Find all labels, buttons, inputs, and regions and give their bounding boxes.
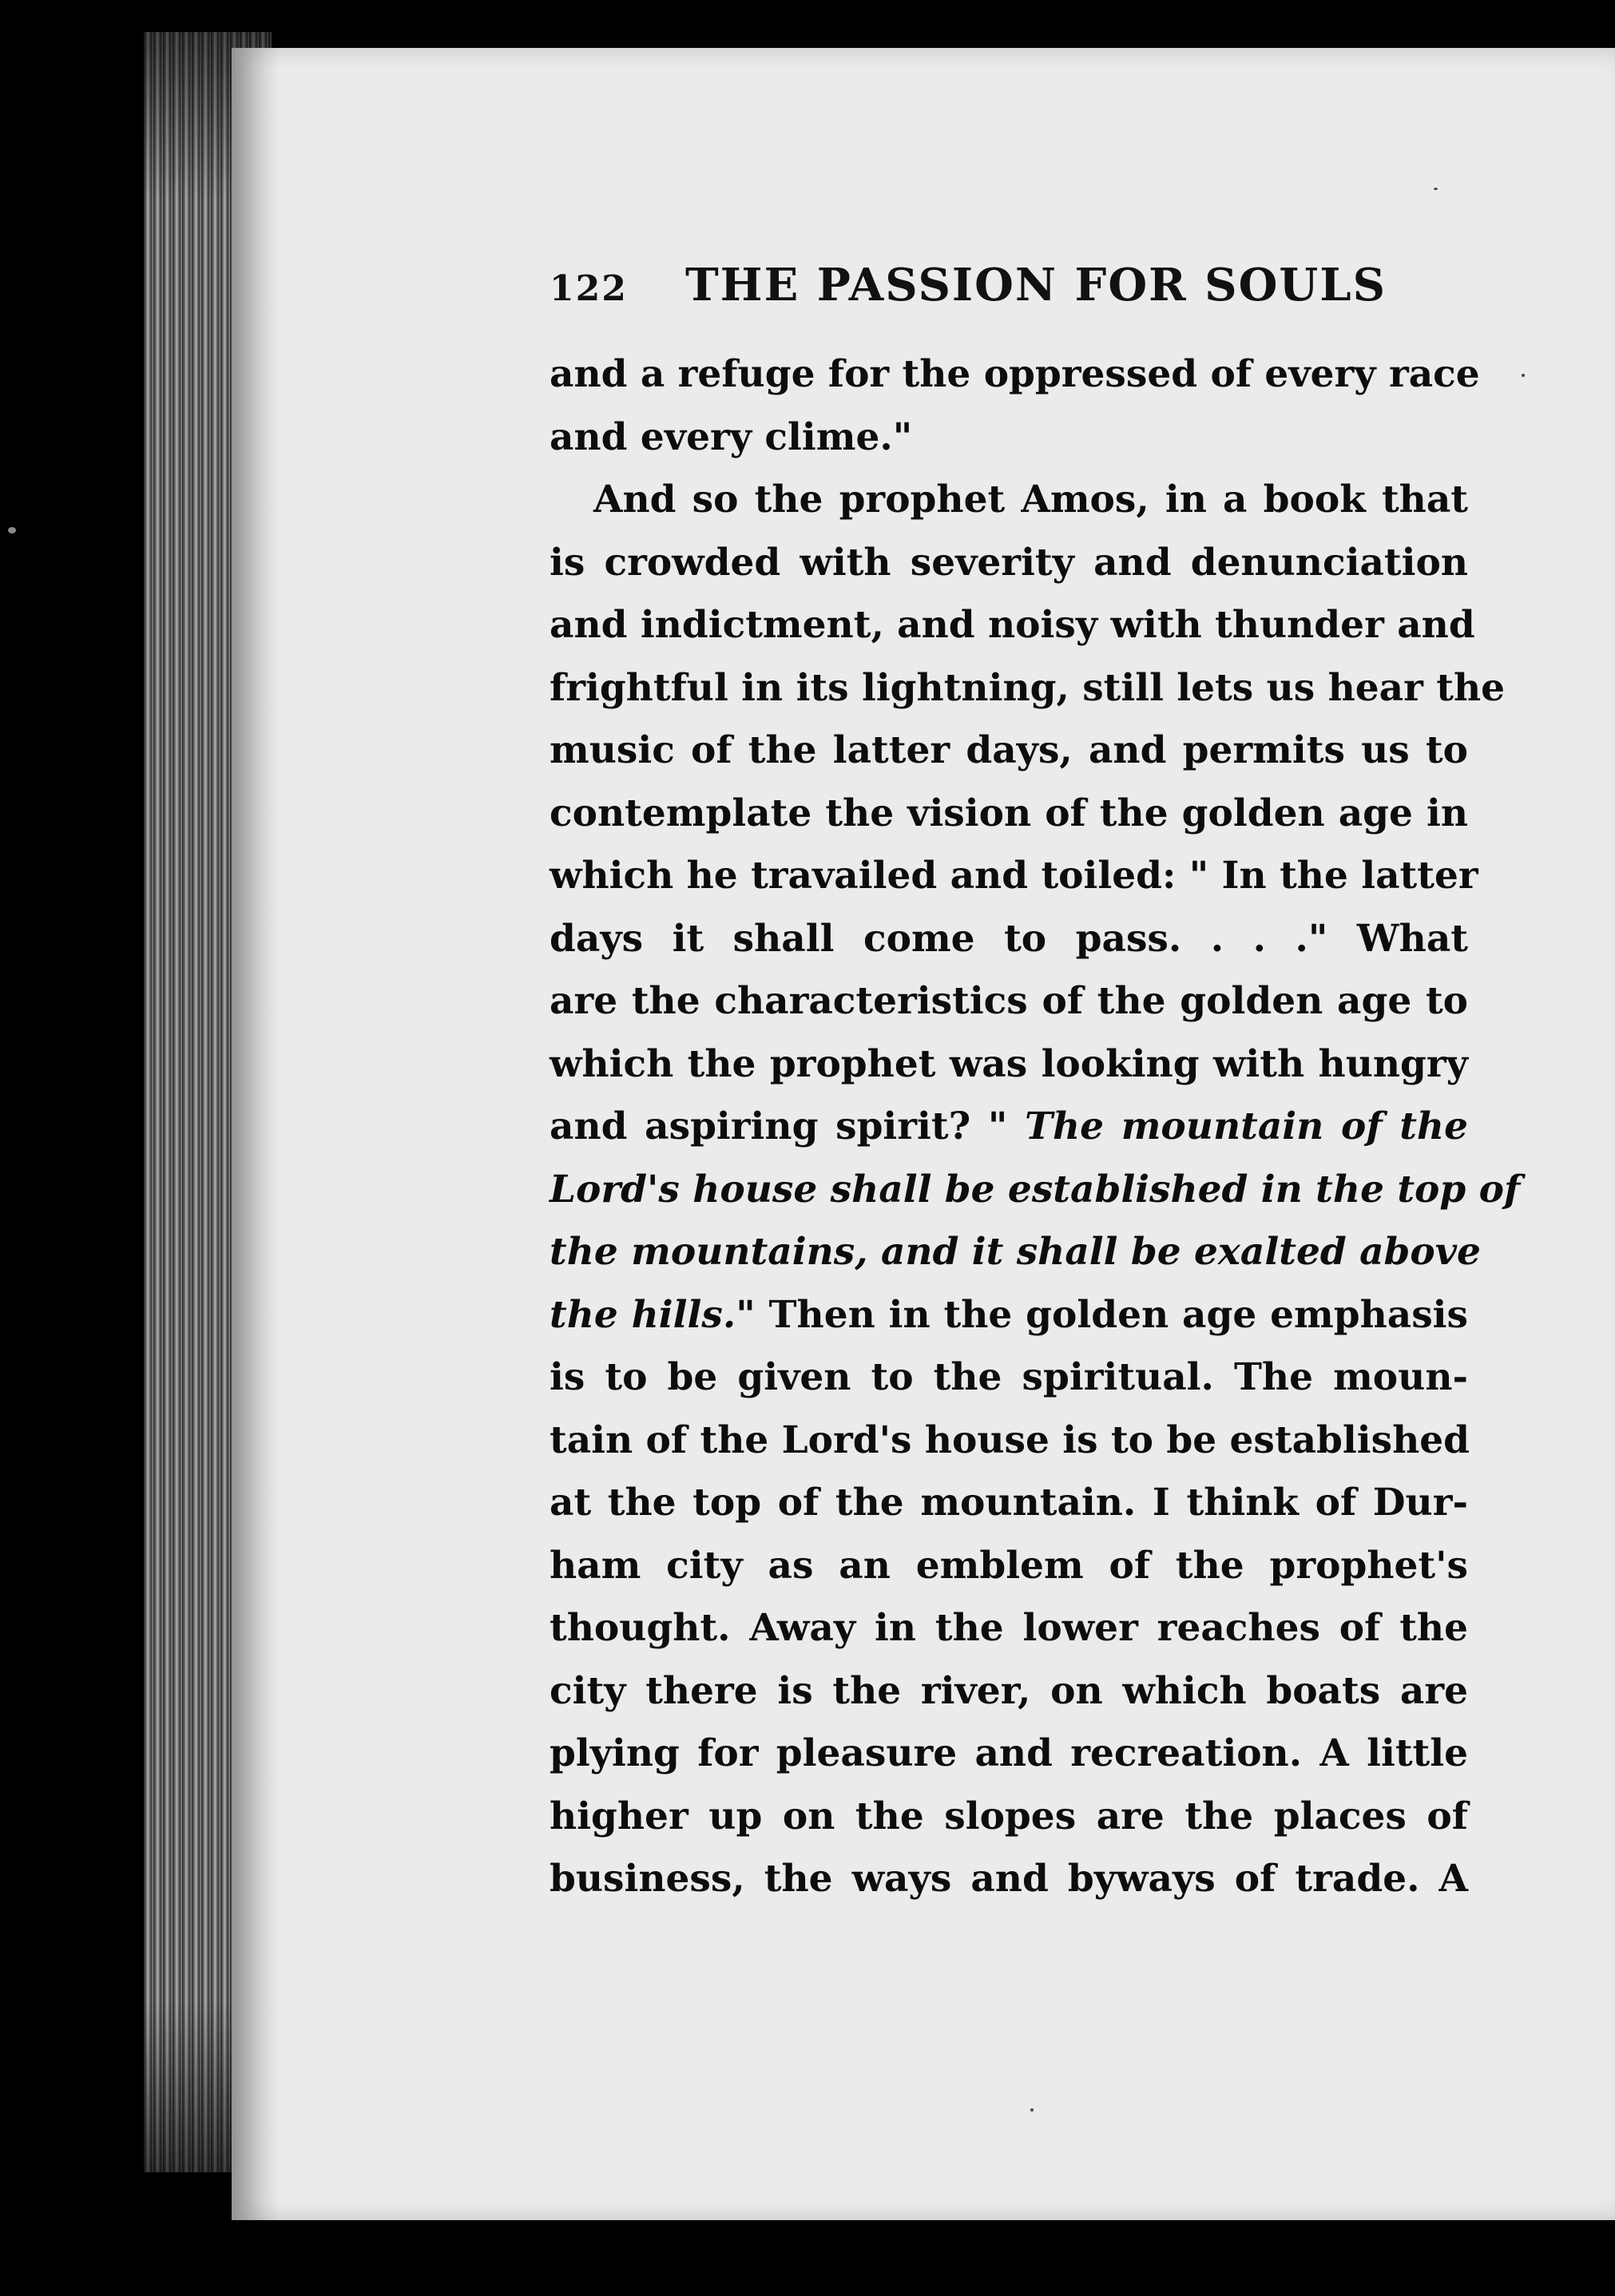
page-header <box>550 254 1468 318</box>
gutter-shadow <box>232 48 280 2220</box>
body-text <box>550 343 1521 1911</box>
page-number: 122 <box>550 268 628 309</box>
scan-speck <box>8 527 16 533</box>
italic-run: The mountain of the <box>1024 1104 1468 1148</box>
text-line: ham city as an emblem of the prophet's <box>550 1543 1468 1588</box>
text-line-mixed <box>550 1096 1468 1159</box>
roman-run: Then in the golden age emphasis <box>768 1292 1468 1337</box>
text-line: contemplate the vision of the golden age in <box>550 791 1468 835</box>
italic-run: the hills." <box>550 1292 756 1337</box>
roman-run: and aspiring spirit? " <box>550 1104 1008 1148</box>
text-line: thought. Away in the lower reaches of the <box>550 1606 1468 1650</box>
text-line: days it shall come to pass. . . ." What <box>550 916 1468 961</box>
text-line: frightful in its lightning, still lets us hear the <box>550 665 1506 710</box>
text-line: at the top of the mountain. I think of Dur- <box>550 1481 1468 1525</box>
text-line: tain of the Lord's house is to be established <box>550 1418 1470 1462</box>
text-line: And so the prophet Amos, in a book that <box>593 478 1468 521</box>
text-line-italic: the mountains, and it shall be exalted above <box>550 1230 1481 1274</box>
scan-speck <box>1522 374 1525 377</box>
text-line: and indictment, and noisy with thunder and <box>550 603 1475 647</box>
running-head: THE PASSION FOR SOULS <box>685 259 1387 311</box>
text-line: are the characteristics of the golden age to <box>550 979 1468 1023</box>
text-line: which the prophet was looking with hungry <box>550 1041 1468 1086</box>
text-line: music of the latter days, and permits us to <box>550 728 1468 772</box>
text-line: and a refuge for the oppressed of every race <box>550 352 1480 396</box>
scan-speck <box>1434 188 1438 190</box>
text-line-mixed <box>550 1284 1468 1347</box>
text-line-italic: Lord's house shall be established in the top of <box>550 1167 1521 1211</box>
text-line: and every clime." <box>550 414 913 459</box>
bottom-shadow <box>232 2220 1615 2296</box>
scan-speck <box>1030 2108 1034 2112</box>
text-line: city there is the river, on which boats are <box>550 1668 1468 1713</box>
text-line: plying for pleasure and recreation. A little <box>550 1731 1468 1775</box>
text-line: is to be given to the spiritual. The moun- <box>550 1355 1468 1399</box>
text-line: which he travailed and toiled: " In the latter <box>550 854 1478 898</box>
text-line: business, the ways and byways of trade. A <box>550 1857 1468 1901</box>
text-line: is crowded with severity and denunciation <box>550 540 1468 585</box>
text-line: higher up on the slopes are the places of <box>550 1794 1468 1838</box>
